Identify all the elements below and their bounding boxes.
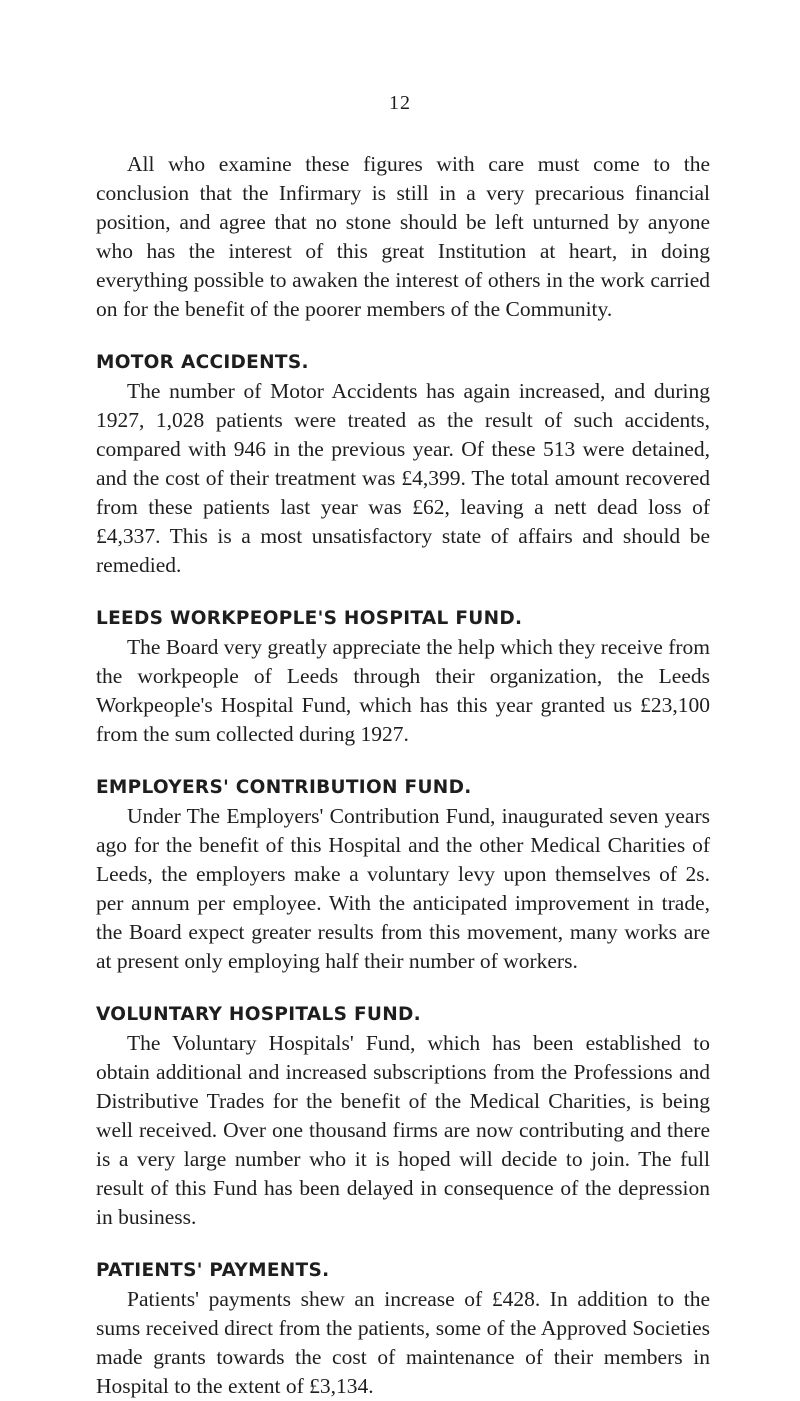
section-paragraph: The Board very greatly appreciate the help which they receive from the workpeople of Leeds through their organization, the Leeds Workpeople's Hospital Fund, which has this year granted us £23,100 from the sum collected during 1927. — [96, 635, 710, 746]
section-motor-accidents — [96, 350, 710, 580]
section-voluntary-hospitals-fund — [96, 1002, 710, 1232]
section-paragraph: Patients' payments shew an increase of £428. In addition to the sums received direct from the patients, some of the Approved Societies made grants towards the cost of maintenance of their members in Hospital to the extent of £3,134. — [96, 1287, 710, 1398]
intro-paragraph: All who examine these figures with care must come to the conclusion that the Infirmary is still in a very precarious financial position, and agree that no stone should be left unturned by anyone who has the interest of this great Institution at heart, in doing everything possible to awaken the interest of others in the work carried on for the benefit of the poorer members of the Community. — [96, 152, 710, 321]
section-paragraph: Under The Employers' Contribution Fund, inaugurated seven years ago for the benefit of this Hospital and the other Medical Charities of Leeds, the employers make a voluntary levy upon themselves of 2s. per annum per employee. With the anticipated improvement in trade, the Board expect greater results from this movement, many works are at present only employing half their number of workers. — [96, 804, 710, 973]
section-paragraph: The number of Motor Accidents has again increased, and during 1927, 1,028 patients were treated as the result of such accidents, compared with 946 in the previous year. Of these 513 were detained, and the cost of their treatment was £4,399. The total amount recovered from these patients last year was £62, leaving a nett dead loss of £4,337. This is a most unsatisfactory state of affairs and should be remedied. — [96, 379, 710, 577]
section-heading: MOTOR ACCIDENTS. — [96, 352, 309, 373]
section-heading: EMPLOYERS' CONTRIBUTION FUND. — [96, 777, 472, 798]
section-leeds-workpeople-hospital-fund — [96, 606, 710, 749]
section-heading: LEEDS WORKPEOPLE'S HOSPITAL FUND. — [96, 608, 523, 629]
section-paragraph: The Voluntary Hospitals' Fund, which has been established to obtain additional and increased subscriptions from the Professions and Distributive Trades for the benefit of the Medical Charities, is being well received. Over one thousand firms are now contributing and there is a very large number who it is hoped will decide to join. The full result of this Fund has been delayed in consequence of the depression in business. — [96, 1031, 710, 1229]
page-body — [96, 150, 710, 1401]
section-patients-payments — [96, 1258, 710, 1401]
section-heading: PATIENTS' PAYMENTS. — [96, 1260, 330, 1281]
page-number: 12 — [389, 92, 411, 114]
section-employers-contribution-fund — [96, 775, 710, 976]
section-heading: VOLUNTARY HOSPITALS FUND. — [96, 1004, 421, 1025]
